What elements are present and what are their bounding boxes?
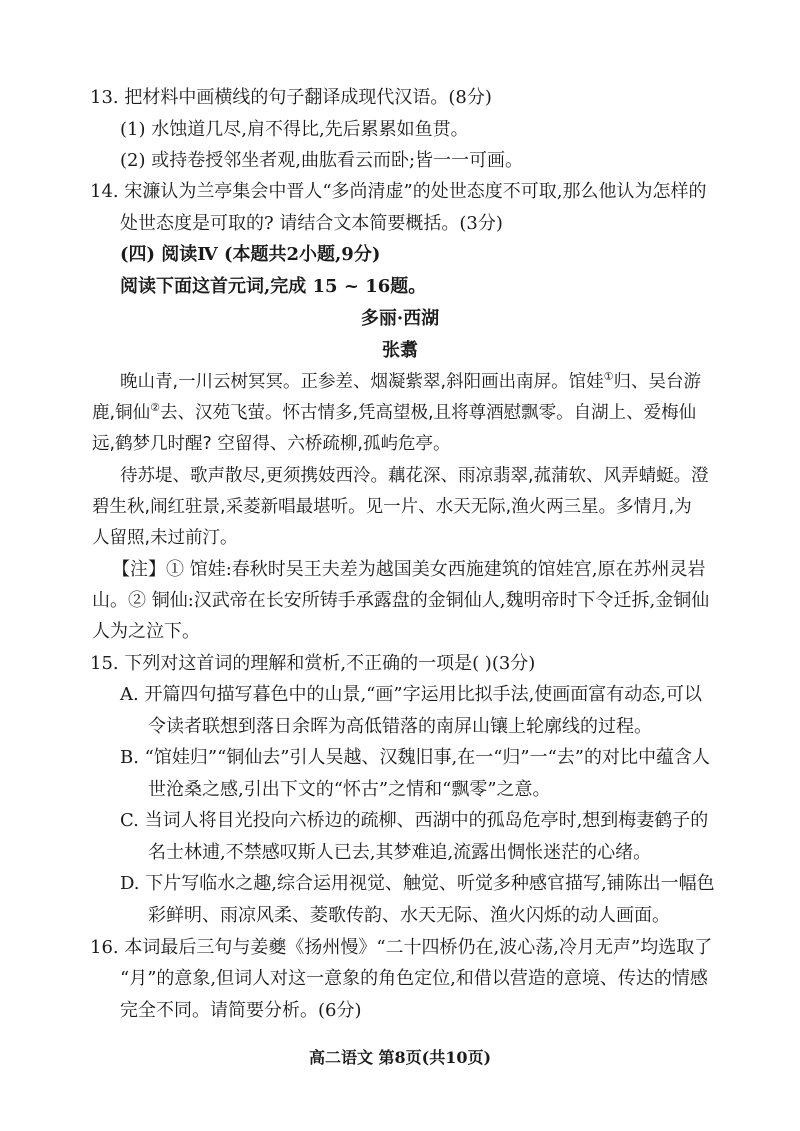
q15-option-d-line-2: 彩鲜明、雨凉风柔、菱歌传韵、水天无际、渔火闪烁的动人画面。 <box>148 905 670 926</box>
q15-stem: 15. 下列对这首词的理解和赏析,不正确的一项是( )(3分) <box>90 653 536 674</box>
note-line-1: 【注】① 馆娃:春秋时吴王夫差为越国美女西施建筑的馆娃宫,原在苏州灵岩 <box>112 559 706 580</box>
poem-p2-line-1: 待苏堤、歌声散尽,更须携妓西泠。藕花深、雨凉翡翠,菰蒲软、风弄蜻蜓。澄 <box>120 466 709 486</box>
q15-option-b-line-1: B. “馆娃归”“铜仙去”引人吴越、汉魏旧事,在一“归”一“去”的对比中蕴含人 <box>120 747 711 768</box>
poem-p1-line-2: 鹿,铜仙②去、汉苑飞萤。怀古情多,凭高望极,且将尊酒慰飘零。自湖上、爱梅仙 <box>92 401 697 423</box>
page-footer: 高二语文 第8页(共10页) <box>308 1048 492 1067</box>
q16-line-1: 16. 本词最后三句与姜夔《扬州慢》“二十四桥仍在,波心荡,冷月无声”均选取了 <box>90 937 713 958</box>
poem-p2-line-2: 碧生秋,闹红驻景,采菱新唱最堪听。见一片、水天无际,渔火两三星。多情月,为 <box>92 497 692 517</box>
section-heading: (四) 阅读Ⅳ (本题共2小题,9分) <box>120 244 381 265</box>
section-intro: 阅读下面这首元词,完成 15 ~ 16题。 <box>120 276 427 297</box>
q16-line-3: 完全不同。请简要分析。(6分) <box>120 1000 362 1021</box>
q15-option-d-line-1: D. 下片写临水之趣,综合运用视觉、触觉、听觉多种感官描写,铺陈出一幅色 <box>120 873 715 894</box>
q15-option-a-line-2: 令读者联想到落日余晖为高低错落的南屏山镶上轮廓线的过程。 <box>148 716 652 737</box>
poem-p1-line-3: 远,鹤梦几时醒? 空留得、六桥疏柳,孤屿危亭。 <box>92 434 451 454</box>
note-line-3: 人为之泣下。 <box>92 621 200 642</box>
q15-option-a-line-1: A. 开篇四句描写暮色中的山景,“画”字运用比拟手法,使画面富有动态,可以 <box>120 684 703 705</box>
q15-option-c-line-1: C. 当词人将目光投向六桥边的疏柳、西湖中的孤岛危亭时,想到梅妻鹤子的 <box>120 810 709 831</box>
q13-sentence-1: (1) 水蚀道几尽,肩不得比,先后累累如鱼贯。 <box>120 119 469 140</box>
q15-option-c-line-2: 名士林逋,不禁感叹斯人已去,其梦难追,流露出惆怅迷茫的心绪。 <box>148 842 652 863</box>
note-line-2: 山。② 铜仙:汉武帝在长安所铸手承露盘的金铜仙人,魏明帝时下令迁拆,金铜仙 <box>92 590 710 611</box>
q14-line-2: 处世态度是可取的? 请结合文本简要概括。(3分) <box>120 213 503 234</box>
q14-line-1: 14. 宋濂认为兰亭集会中晋人“多尚清虚”的处世态度不可取,那么他认为怎样的 <box>90 181 707 202</box>
poem-title: 多丽·西湖 <box>360 308 440 329</box>
q16-line-2: “月”的意象,但词人对这一意象的角色定位,和借以营造的意境、传达的情感 <box>120 968 708 989</box>
q15-option-b-line-2: 世沧桑之感,引出下文的“怀古”之情和“飘零”之意。 <box>148 779 551 800</box>
poem-p1-line-1: 晚山青,一川云树冥冥。正参差、烟凝紫翠,斜阳画出南屏。馆娃①归、吴台游 <box>120 370 701 392</box>
poem-p2-line-3: 人留照,未过前汀。 <box>92 528 238 548</box>
poem-author: 张翥 <box>382 340 418 361</box>
q13-stem: 13. 把材料中画横线的句子翻译成现代汉语。(8分) <box>90 87 492 108</box>
q13-sentence-2: (2) 或持卷授邻坐者观,曲肱看云而卧;皆一一可画。 <box>120 150 524 171</box>
